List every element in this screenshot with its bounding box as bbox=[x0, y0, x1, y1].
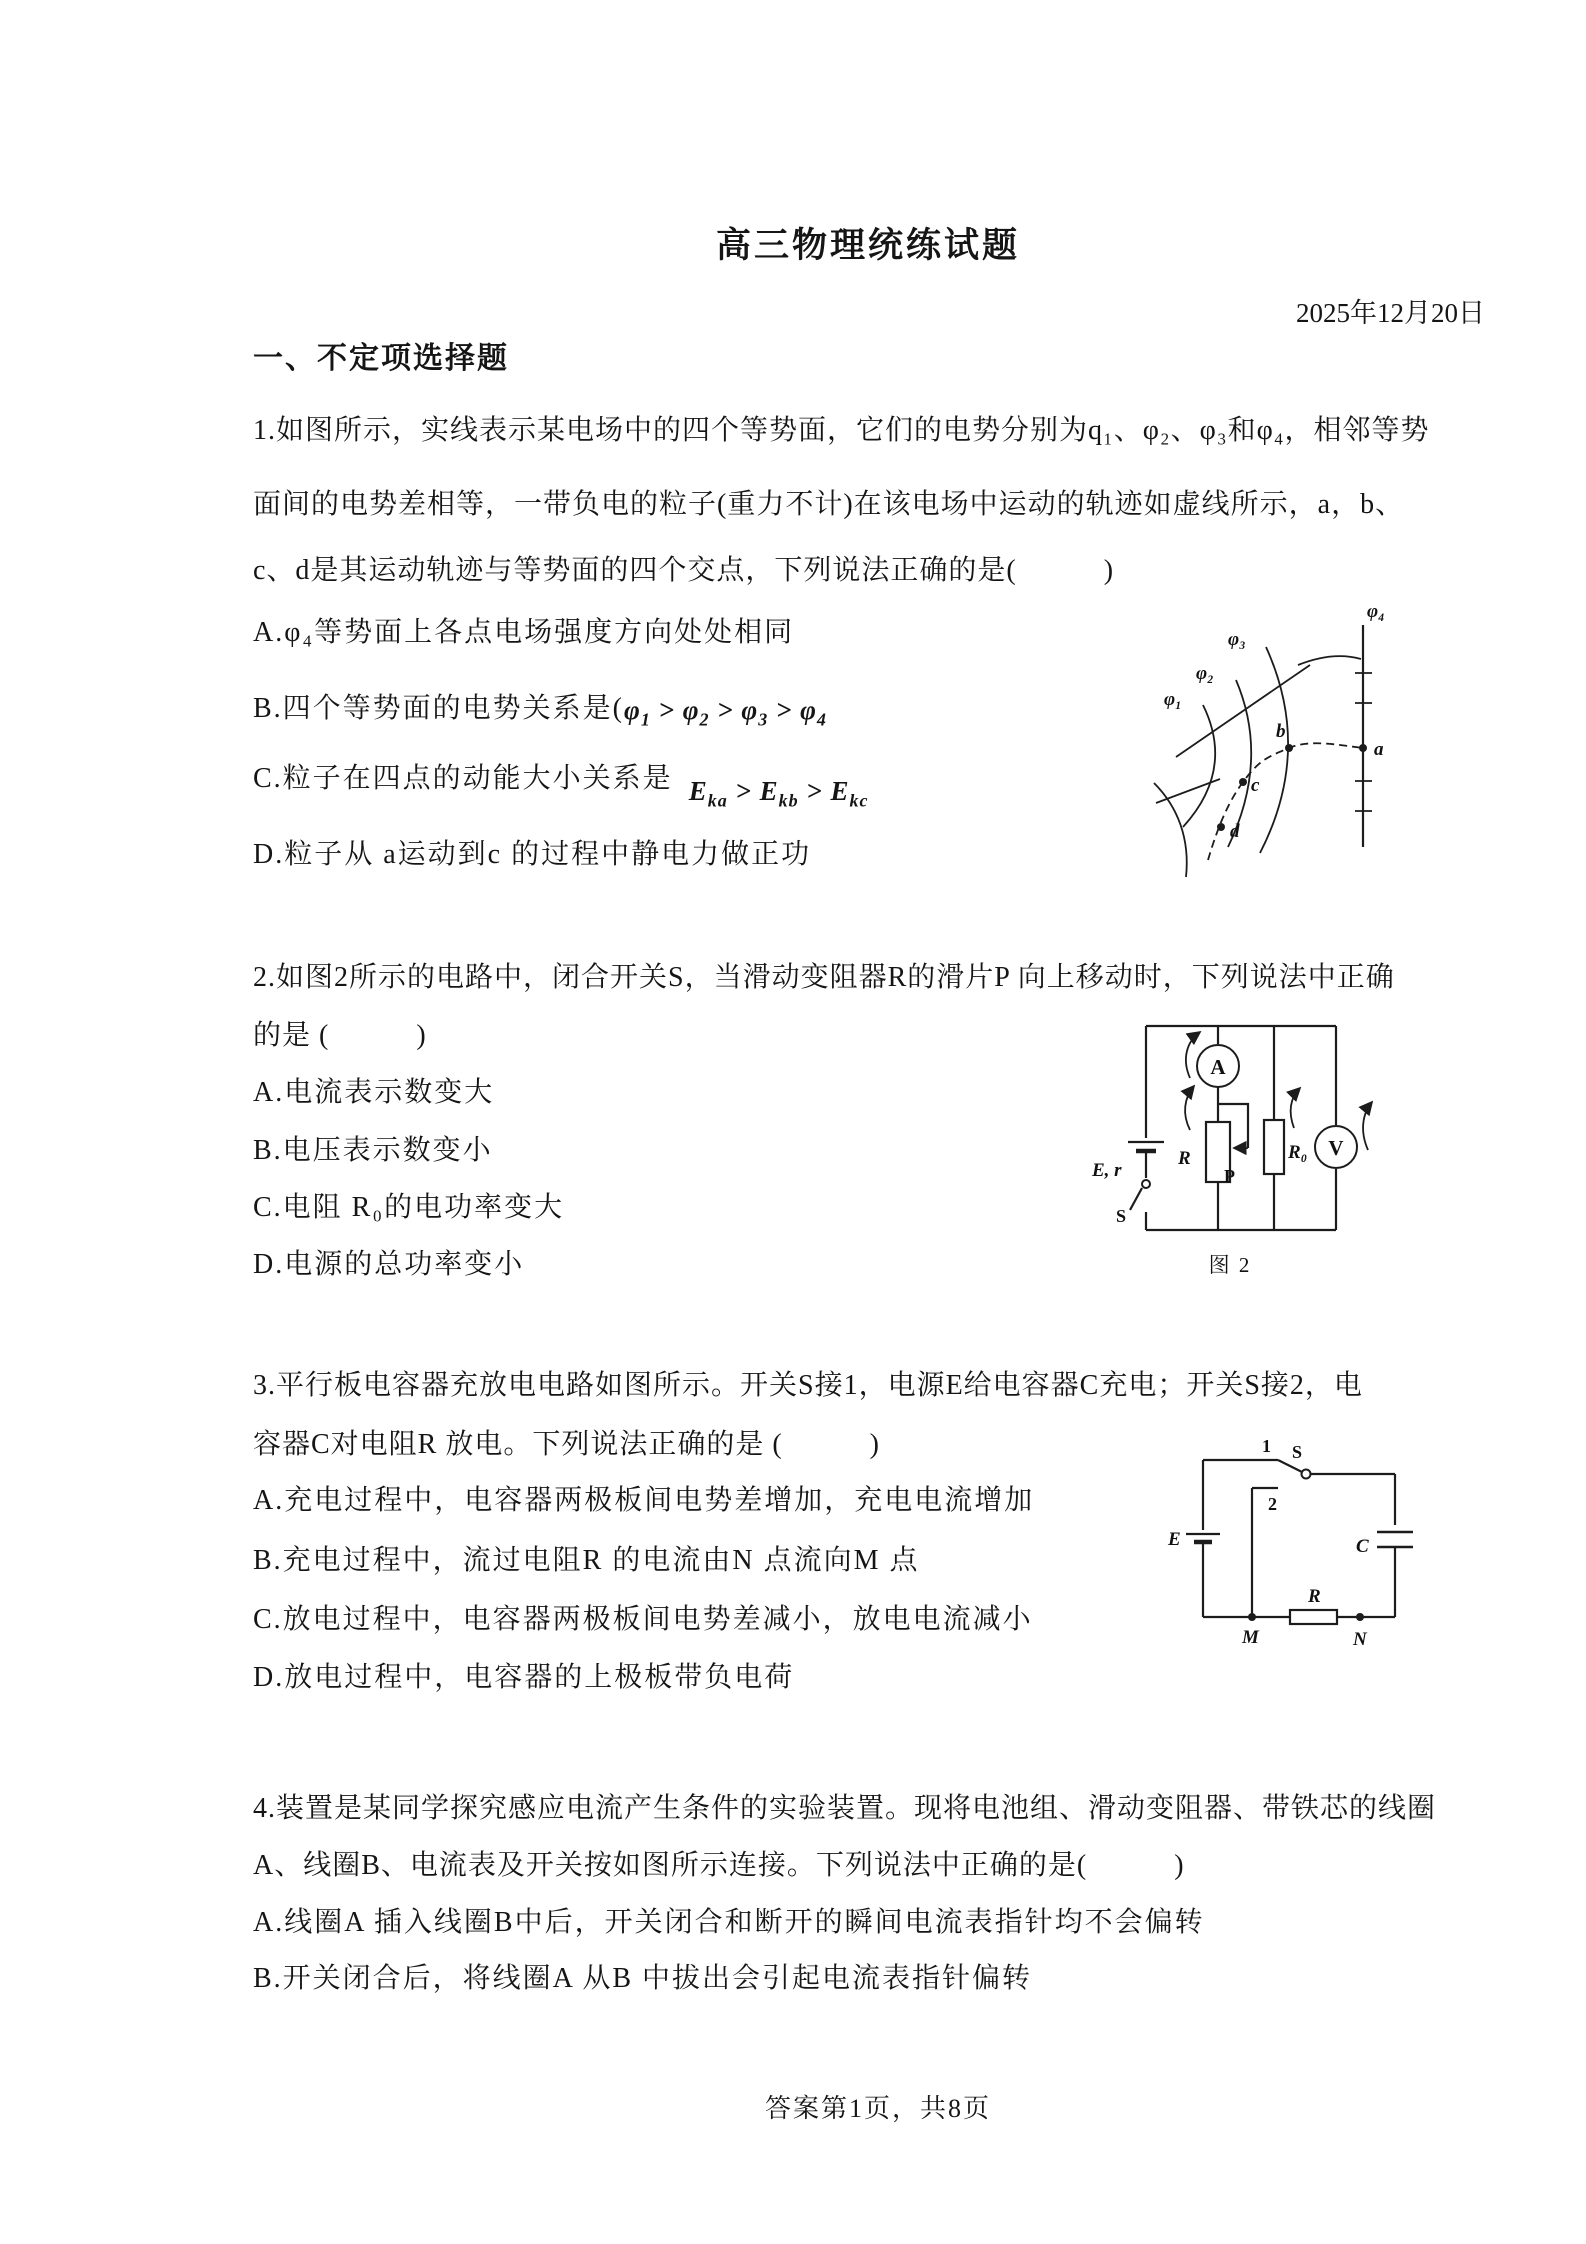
q3-option-d: D.放电过程中，电容器的上极板带负电荷 bbox=[253, 1662, 795, 1693]
q1-statement-line-1: 1.如图所示，实线表示某电场中的四个等势面，它们的电势分别为q₁、φ₂、φ₃和φ₄，相邻等势 bbox=[253, 415, 1430, 446]
resistor-label: R bbox=[1308, 1586, 1321, 1607]
point-d-label: d bbox=[1230, 821, 1240, 842]
phi2-label: φ₂ bbox=[1196, 663, 1214, 684]
resistor-symbol bbox=[1290, 1610, 1337, 1624]
q2-option-b: B.电压表示数变小 bbox=[253, 1135, 493, 1166]
q1-option-c bbox=[253, 756, 869, 811]
phi1-label: φ₁ bbox=[1164, 689, 1182, 710]
battery-symbol bbox=[1186, 1534, 1220, 1542]
phi4-label: φ₄ bbox=[1367, 601, 1385, 622]
point-n-label: N bbox=[1353, 1629, 1367, 1650]
q2-option-c: C.电阻 R₀的电功率变大 bbox=[253, 1192, 565, 1223]
battery-symbol bbox=[1128, 1142, 1164, 1151]
capacitor-label: C bbox=[1356, 1536, 1369, 1557]
switch-symbol bbox=[1130, 1180, 1150, 1210]
resistor-r0-symbol bbox=[1264, 1120, 1284, 1174]
point-m-label: M bbox=[1242, 1627, 1259, 1648]
battery-label: E, r bbox=[1092, 1160, 1122, 1181]
q4-statement-line-2: A、线圈B、电流表及开关按如图所示连接。下列说法中正确的是( ) bbox=[253, 1850, 1185, 1881]
q3-option-c: C.放电过程中，电容器两极板间电势差减小，放电电流减小 bbox=[253, 1604, 1033, 1635]
battery-label: E bbox=[1168, 1529, 1181, 1550]
page-footer: 答案第1页，共8页 bbox=[764, 2094, 991, 2123]
figure-1-equipotential bbox=[1148, 585, 1438, 883]
circuit-wires bbox=[1146, 1026, 1336, 1230]
q3-statement-line-1: 3.平行板电容器充放电电路如图所示。开关S接1，电源E给电容器C充电；开关S接2，电 bbox=[253, 1370, 1363, 1401]
q1-option-b bbox=[253, 686, 827, 728]
q1-option-a: A.φ₄等势面上各点电场强度方向处处相同 bbox=[253, 617, 795, 648]
q3-option-b: B.充电过程中，流过电阻R 的电流由N 点流向M 点 bbox=[253, 1545, 920, 1576]
q2-statement-line-2: 的是 ( ) bbox=[253, 1020, 427, 1051]
ammeter-label: A bbox=[1210, 1055, 1226, 1079]
q4-statement-line-1: 4.装置是某同学探究感应电流产生条件的实验装置。现将电池组、滑动变阻器、带铁芯的线圈 bbox=[253, 1793, 1437, 1824]
voltmeter-label: V bbox=[1328, 1136, 1344, 1160]
contact-2-label: 2 bbox=[1268, 1494, 1277, 1514]
q3-option-a: A.充电过程中，电容器两极板间电势差增加，充电电流增加 bbox=[253, 1485, 1035, 1516]
q3-statement-line-2: 容器C对电阻R 放电。下列说法正确的是 ( ) bbox=[253, 1429, 881, 1460]
ammeter-symbol bbox=[1197, 1045, 1239, 1087]
voltmeter-symbol bbox=[1315, 1126, 1357, 1168]
figure-2-circuit bbox=[1078, 998, 1388, 1288]
switch-symbol bbox=[1278, 1460, 1311, 1479]
point-c-label: c bbox=[1251, 775, 1260, 796]
page-title: 高三物理统练试题 bbox=[715, 226, 1020, 265]
figure-3-capacitor-circuit bbox=[1150, 1430, 1470, 1670]
q1-option-b-formula: $\varphi_1 > \varphi_2 > \varphi_3 > \varphi_4$ bbox=[624, 695, 827, 730]
contact-1-label: 1 bbox=[1262, 1436, 1271, 1456]
equipotential-lines bbox=[1154, 625, 1372, 877]
phi3-label: φ₃ bbox=[1228, 629, 1246, 650]
q1-option-c-text: C.粒子在四点的动能大小关系是 bbox=[253, 763, 673, 794]
q2-option-a: A.电流表示数变大 bbox=[253, 1077, 495, 1108]
point-a-label: a bbox=[1374, 739, 1384, 760]
q1-statement-line-3: c、d是其运动轨迹与等势面的四个交点，下列说法正确的是( ) bbox=[253, 555, 1115, 586]
q1-option-b-text: B.四个等势面的电势关系是( bbox=[253, 693, 625, 724]
q4-option-a: A.线圈A 插入线圈B中后，开关闭合和断开的瞬间电流表指针均不会偏转 bbox=[253, 1907, 1205, 1938]
q1-statement-line-2: 面间的电势差相等，一带负电的粒子(重力不计)在该电场中运动的轨迹如虚线所示，a，b、 bbox=[253, 489, 1405, 520]
switch-label: S bbox=[1116, 1206, 1127, 1226]
q2-option-d: D.电源的总功率变小 bbox=[253, 1249, 525, 1280]
point-b-label: b bbox=[1276, 721, 1286, 742]
resistor-r0-label: R₀ bbox=[1288, 1142, 1308, 1163]
section-heading: 一、不定项选择题 bbox=[253, 342, 509, 375]
exam-date: 2025年12月20日 bbox=[1296, 298, 1485, 328]
q4-option-b: B.开关闭合后，将线圈A 从B 中拔出会引起电流表指针偏转 bbox=[253, 1963, 1033, 1994]
particle-trajectory bbox=[1208, 743, 1363, 860]
switch-label: S bbox=[1292, 1442, 1303, 1462]
rheostat-label: R bbox=[1178, 1148, 1191, 1169]
slider-label: P bbox=[1224, 1166, 1235, 1186]
q1-option-c-formula: $E_{ka} > E_{kb} > E_{kc}$ bbox=[688, 776, 869, 811]
q2-statement-line-1: 2.如图2所示的电路中，闭合开关S，当滑动变阻器R的滑片P 向上移动时，下列说法中正确 bbox=[253, 962, 1395, 993]
figure-2-caption: 图 2 bbox=[1208, 1253, 1252, 1277]
capacitor-symbol bbox=[1377, 1532, 1413, 1547]
q1-option-d: D.粒子从 a运动到c 的过程中静电力做正功 bbox=[253, 839, 812, 870]
